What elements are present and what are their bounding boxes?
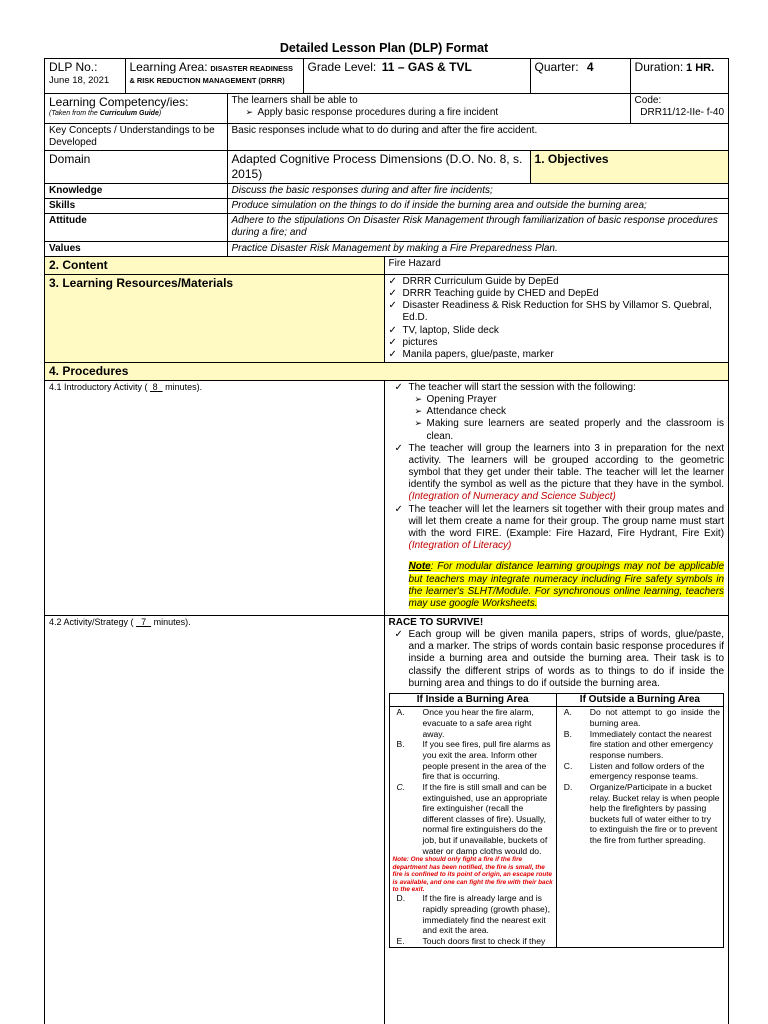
learning-area-value: DISASTER READINESS & RISK REDUCTION MANAGEMENT (DRRR) — [129, 64, 293, 86]
code-cell — [630, 94, 728, 124]
competency-sublabel: (Taken from the Curriculum Guide) — [49, 109, 162, 117]
list-item: E. Touch doors first to check if they — [396, 935, 546, 946]
fire-fighting-note: Note: One should only fight a fire if the fire department has been notified, the fire is small, the fire is confined to its point of origin, an escape route is available, and one can fight the fire with their back to the exit. — [392, 856, 553, 893]
objectives-heading: 1. Objectives — [530, 151, 728, 183]
list-item: B. If you see fires, pull fire alarms as you exit the area. Inform other people present in the area of the fire that is occurring. — [396, 739, 551, 782]
intro-activity-content: ✓ The teacher will start the session with the following: ➢ Opening Prayer ➢ Attendance check ➢ Making sure learners are seated properly and the classroom is clean. ✓ The teacher will group the learners into 3 in preparation for the next activity. The learners will be grouped according to the geometric symbol that they get under their table. The teacher will let the learner identify the symbol as well as the picture that they have in the symbol. (Integration of Numeracy and Science Subject) ✓ The teacher will let the learners sit together with their group mates and will let them create a name for their group. The group name must start with the word FIRE. (Example: Fire Hazard, Fire Hydrant, Fire Exit) (Integration of Literacy) Note: For modular distance learning groupings may not be applicable but teachers may integrate numeracy including Fire safety symbols in the learner's SLHT/Module. For synchronous online learning, teachers may use google Worksheets. — [384, 380, 728, 615]
resource-item: ✓ pictures — [388, 336, 438, 348]
arrow-bullet-icon: ➢ — [414, 393, 423, 404]
list-item: D. If the fire is already large and is rapidly spreading (growth phase), immediately find the nearest exit and exit the area. — [396, 893, 551, 936]
duration-label: Duration: — [634, 60, 684, 74]
check-icon: ✓ — [388, 324, 397, 336]
check-icon: ✓ — [388, 275, 397, 287]
competency-value-cell — [227, 94, 630, 124]
skills-value: Produce simulation on the things to do if inside the burning area and outside the burning area; — [227, 198, 728, 213]
intro-step-3: The teacher will let the learners sit together with their group mates and will let them create a name for their group. The group name must start with the word FIRE. (Example: Fire Hazard, Fire Hydrant, Fire Exit) (Integration of Literacy) — [408, 503, 725, 552]
check-icon: ✓ — [394, 442, 403, 454]
grade-value: 11 – GAS & TVL — [381, 60, 472, 74]
intro-activity-label: 4.1 Introductory Activity ( 8 minutes). — [45, 380, 384, 615]
activity-title: RACE TO SURVIVE! — [388, 616, 484, 628]
code-label: Code: — [634, 95, 662, 106]
check-icon: ✓ — [388, 288, 397, 299]
values-value: Practice Disaster Risk Management by making a Fire Preparedness Plan. — [227, 242, 728, 257]
list-item: C. If the fire is still small and can be extinguished, use an appropriate fire extinguisher (recall the different classes of fire). Usually, normal fire extinguishers do the job, but if unavailable, buckets of water or damp cloths would do. — [396, 781, 548, 856]
grade-label: Grade Level: — [307, 60, 377, 74]
quarter-value: 4 — [586, 60, 594, 74]
intro-minutes: 8 — [152, 381, 158, 392]
duration-value: 1 HR. — [686, 62, 715, 74]
dlp-number-cell — [45, 59, 125, 94]
attitude-label: Attitude — [45, 214, 227, 242]
attitude-value: Adhere to the stipulations On Disaster Risk Management through familiarization of basic response procedures during a fire; and — [227, 214, 728, 242]
quarter-label: Quarter: — [534, 60, 579, 74]
resource-item: ✓ TV, laptop, Slide deck — [388, 324, 499, 336]
check-icon: ✓ — [394, 381, 403, 393]
activity-content — [384, 615, 728, 1024]
grade-level-cell — [303, 59, 530, 94]
values-label: Values — [45, 242, 227, 257]
procedures-heading: 4. Procedures — [45, 363, 728, 381]
resource-item: ✓ Disaster Readiness & Risk Reduction for SHS by Villamor S. Quebral, Ed.D. — [388, 300, 712, 324]
activity-label: 4.2 Activity/Strategy ( 7 minutes). — [45, 615, 384, 1024]
competency-item: Apply basic response procedures during a fire incident — [257, 107, 499, 119]
intro-step-1: The teacher will start the session with the following: — [408, 381, 636, 393]
list-item: A. Do not attempt to go inside the burning area. — [563, 707, 721, 728]
key-concepts-label: Key Concepts / Understandings to be Developed — [45, 124, 227, 151]
list-item: C. Listen and follow orders of the emergency response teams. — [563, 760, 705, 782]
content-label: 2. Content — [45, 257, 384, 275]
intro-step-2: The teacher will group the learners into 3 in preparation for the next activity. The learners will be grouped according to the geometric symbol that they get under their table. The teacher will let the learner identify the symbol as well as the picture that they have in the symbol. (Integration of Numeracy and Science Subject) — [408, 442, 725, 503]
duration-cell — [630, 59, 728, 94]
content-value: Fire Hazard — [384, 257, 728, 275]
arrow-bullet-icon: ➢ — [414, 418, 423, 429]
code-value: DRR11/12-IIe- f-40 — [640, 107, 725, 119]
resource-item: ✓ DRRR Teaching guide by CHED and DepEd — [388, 288, 599, 299]
competency-intro: The learners shall be able to — [231, 95, 358, 106]
activity-minutes: 7 — [141, 616, 147, 627]
check-icon: ✓ — [394, 503, 403, 515]
domain-value: Adapted Cognitive Process Dimensions (D.O. No. 8, s. 2015) — [227, 151, 530, 183]
arrow-bullet-icon: ➢ — [245, 107, 254, 118]
knowledge-value: Discuss the basic responses during and after fire incidents; — [227, 183, 728, 198]
check-icon: ✓ — [394, 628, 403, 640]
check-icon: ✓ — [388, 300, 397, 312]
lesson-plan-sheet — [44, 58, 729, 1024]
check-icon: ✓ — [388, 336, 397, 348]
list-item: A. Once you hear the fire alarm, evacuate to a safe area right away. — [396, 707, 534, 739]
competency-label: Learning Competency/ies: — [49, 95, 189, 109]
domain-label: Domain — [45, 151, 227, 183]
quarter-cell — [530, 59, 630, 94]
outside-list — [556, 707, 723, 947]
page-title: Detailed Lesson Plan (DLP) Format — [279, 41, 489, 55]
resource-item: ✓ DRRR Curriculum Guide by DepEd — [388, 275, 559, 287]
key-concepts-value: Basic responses include what to do during and after the fire accident. — [227, 124, 728, 151]
learning-area-cell — [125, 59, 303, 94]
competency-label-cell — [45, 94, 227, 124]
list-item: D. Organize/Participate in a bucket relay. Bucket relay is when people help the firefighters by passing buckets full of water either to try to extinguish the fire or to prevent the fire from further spreading. — [563, 781, 720, 846]
learning-area-label: Learning Area: — [129, 60, 208, 74]
inside-header: If Inside a Burning Area — [389, 693, 556, 706]
activity-text: Each group will be given manila papers, strips of words, glue/paste, and a marker. The strips of words contain basic response procedures if inside a burning area and outside the burning area. Their task is to classify the different strips of words as to things to do if inside the burning area and things to do if outside the burning area. — [408, 628, 725, 689]
outside-header: If Outside a Burning Area — [556, 693, 723, 706]
resources-list — [384, 274, 728, 362]
knowledge-label: Knowledge — [45, 183, 227, 198]
skills-label: Skills — [45, 198, 227, 213]
resources-label: 3. Learning Resources/Materials — [45, 274, 384, 362]
dlp-date: June 18, 2021 — [49, 74, 110, 86]
lesson-plan-table — [45, 58, 728, 1024]
arrow-bullet-icon: ➢ — [414, 406, 423, 417]
burning-area-table — [389, 693, 725, 948]
modular-note: Note: For modular distance learning groupings may not be applicable but teachers may integrate numeracy including Fire safety symbols in the learner's SLHT/Module. For synchronous online learning, teachers may use google Worksheets. — [408, 561, 725, 609]
list-item: B. Immediately contact the nearest fire station and other emergency response numbers. — [563, 728, 714, 760]
dlp-label: DLP No.: — [49, 60, 98, 74]
inside-list — [389, 707, 556, 947]
resource-item: ✓ Manila papers, glue/paste, marker — [388, 348, 554, 360]
check-icon: ✓ — [388, 348, 397, 360]
